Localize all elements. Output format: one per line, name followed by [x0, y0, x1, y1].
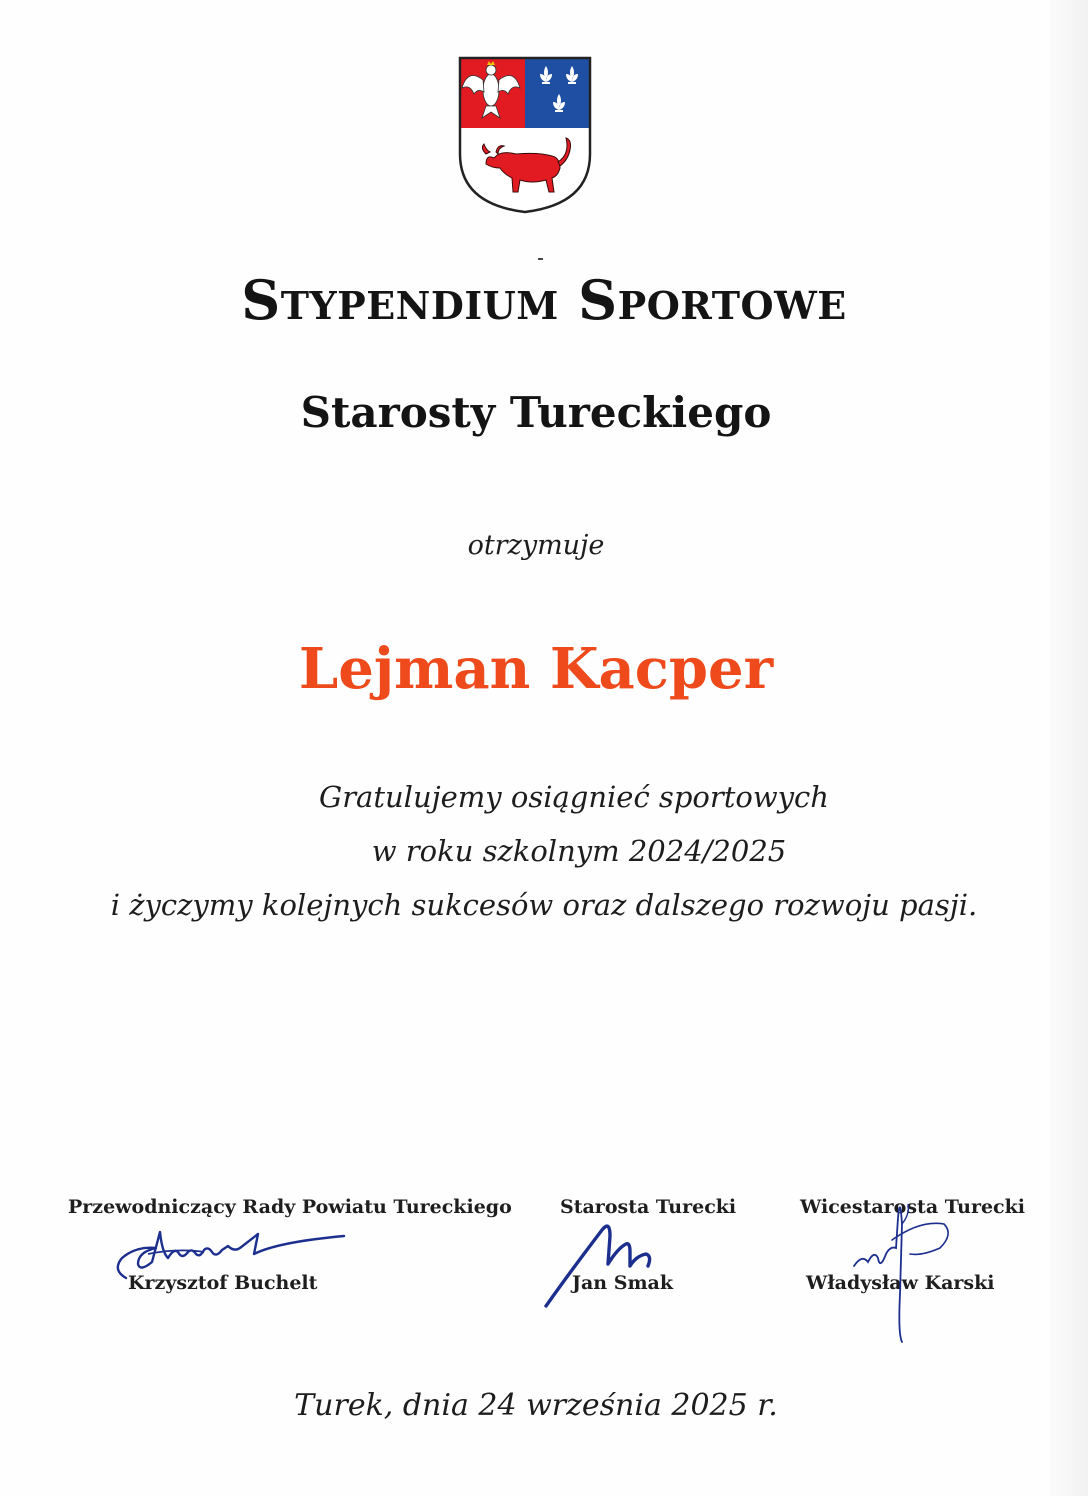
print-speck — [538, 258, 543, 260]
signatory-name: Władysław Karski — [806, 1272, 995, 1294]
certificate-subtitle: Starosty Tureckiego — [300, 388, 772, 437]
message-line: w roku szkolnym 2024/2025 — [371, 834, 787, 868]
signature-jan-smak — [540, 1212, 670, 1312]
congratulation-message — [0, 770, 1088, 932]
signatory-name: Jan Smak — [572, 1272, 674, 1294]
message-line: i życzymy kolejnych sukcesów oraz dalszego rozwoju pasji. — [110, 888, 978, 922]
receives-label: otrzymuje — [467, 530, 605, 561]
message-line: Gratulujemy osiągnieć sportowych — [319, 780, 829, 814]
signatory-title: Starosta Turecki — [560, 1196, 737, 1218]
coat-of-arms-icon — [456, 54, 594, 216]
certificate-title: Stypendium Sportowe — [241, 268, 847, 332]
signatory-name: Krzysztof Buchelt — [128, 1272, 318, 1294]
signatory-title: Przewodniczący Rady Powiatu Tureckiego — [68, 1196, 512, 1218]
recipient-name: Lejman Kacper — [298, 636, 774, 702]
signatory-title: Wicestarosta Turecki — [800, 1196, 1026, 1218]
issue-date: Turek, dnia 24 września 2025 r. — [294, 1388, 778, 1423]
page-edge-shadow — [1050, 0, 1088, 1496]
